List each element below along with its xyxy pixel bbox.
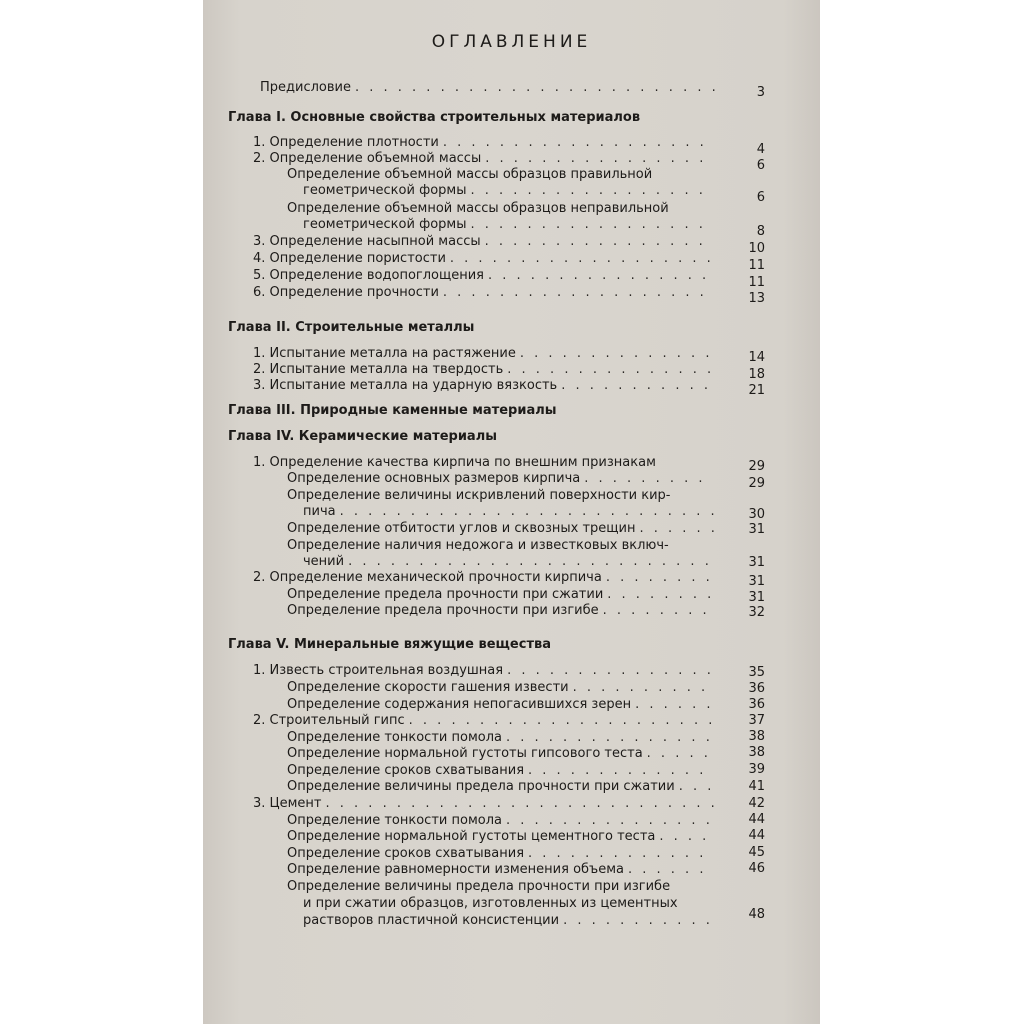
toc-page-number: 29	[748, 476, 765, 491]
toc-entry: Определение основных размеров кирпича . . .	[287, 471, 718, 487]
toc-entry: 2. Определение механической прочности кирпича . . .	[253, 570, 718, 586]
chapter-heading: Глава I. Основные свойства строительных материалов	[228, 110, 641, 125]
toc-entry: пича . . .	[303, 504, 718, 520]
toc-page-number: 46	[748, 861, 765, 876]
toc-entry-text: Предисловие	[260, 80, 351, 95]
toc-entry: 4. Определение пористости . . .	[253, 251, 718, 267]
toc-page-number: 31	[748, 574, 765, 589]
toc-entries	[203, 0, 820, 1024]
toc-entry: Определение тонкости помола . . .	[287, 813, 718, 829]
toc-entry: Определение предела прочности при сжатии . . .	[287, 587, 718, 603]
toc-entry: 1. Определение качества кирпича по внешним признакам	[253, 455, 656, 470]
toc-page-number: 42	[748, 796, 765, 811]
toc-page-number: 35	[748, 665, 765, 680]
toc-page-number: 14	[748, 350, 765, 365]
toc-entry: Определение наличия недожога и известковых включ-	[287, 538, 669, 553]
toc-page-number: 45	[748, 845, 765, 860]
toc-entry: Определение сроков схватывания . . .	[287, 763, 718, 779]
toc-entry: 3. Цемент . . .	[253, 796, 718, 812]
toc-entry: Определение величины предела прочности при изгибе	[287, 879, 671, 894]
toc-page-number: 21	[748, 383, 765, 398]
toc-entry: 1. Определение плотности . . .	[253, 135, 718, 151]
toc-page-number: 11	[748, 258, 765, 273]
toc-page-number: 29	[748, 459, 765, 474]
toc-entry: 1. Испытание металла на растяжение . . .	[253, 346, 718, 362]
toc-page-number: 6	[756, 190, 765, 205]
toc-entry: Определение отбитости углов и сквозных трещин . . .	[287, 521, 718, 537]
toc-page-number: 31	[748, 555, 765, 570]
toc-entry: 2. Строительный гипс . . .	[253, 713, 718, 729]
toc-entry: Определение тонкости помола . . .	[287, 730, 718, 746]
toc-entry: геометрической формы . . .	[303, 217, 718, 233]
toc-entry: чений . . .	[303, 554, 718, 570]
toc-page-number: 36	[748, 681, 765, 696]
toc-page-number: 3	[756, 85, 765, 100]
toc-entry: Определение сроков схватывания . . .	[287, 846, 718, 862]
chapter-heading: Глава III. Природные каменные материалы	[228, 403, 557, 418]
toc-entry: 2. Определение объемной массы . . .	[253, 151, 718, 167]
scan-background-left	[0, 0, 203, 1024]
book-page	[203, 0, 820, 1024]
toc-entry: 6. Определение прочности . . .	[253, 285, 718, 301]
toc-entry: Определение предела прочности при изгибе . . .	[287, 603, 718, 619]
toc-page-number: 38	[748, 729, 765, 744]
toc-entry: Определение объемной массы образцов неправильной	[287, 201, 669, 216]
toc-page-number: 38	[748, 745, 765, 760]
toc-entry: 5. Определение водопоглощения . . .	[253, 268, 718, 284]
toc-page-number: 48	[748, 907, 765, 922]
toc-page-number: 13	[748, 291, 765, 306]
toc-entry-preface	[260, 80, 720, 96]
toc-page-number: 31	[748, 522, 765, 537]
scan-background-right	[820, 0, 1024, 1024]
toc-page-number: 11	[748, 275, 765, 290]
chapter-heading: Глава II. Строительные металлы	[228, 320, 475, 335]
toc-entry: Определение величины искривлений поверхности кир-	[287, 488, 671, 503]
toc-entry: Определение содержания непогасившихся зерен . . .	[287, 697, 718, 713]
leader-dots	[355, 80, 716, 96]
toc-entry: растворов пластичной консистенции . . .	[303, 913, 718, 929]
toc-page-number: 30	[748, 507, 765, 522]
page-title: ОГЛАВЛЕНИЕ	[431, 32, 592, 52]
toc-entry: Определение величины предела прочности при сжатии . . .	[287, 779, 718, 795]
toc-entry: Определение объемной массы образцов правильной	[287, 167, 653, 182]
toc-page-number: 36	[748, 697, 765, 712]
toc-page-number: 18	[748, 367, 765, 382]
toc-page-number: 31	[748, 590, 765, 605]
toc-entry: Определение равномерности изменения объема . . .	[287, 862, 718, 878]
toc-page-number: 4	[756, 142, 765, 157]
toc-page-number: 39	[748, 762, 765, 777]
toc-page-number: 6	[756, 158, 765, 173]
toc-entry: геометрической формы . . .	[303, 183, 718, 199]
toc-entry: и при сжатии образцов, изготовленных из цементных	[303, 896, 678, 911]
toc-page-number: 37	[748, 713, 765, 728]
toc-entry: 3. Определение насыпной массы . . .	[253, 234, 718, 250]
toc-entry: Определение нормальной густоты цементного теста . . .	[287, 829, 718, 845]
toc-entry: Определение скорости гашения извести . . .	[287, 680, 718, 696]
toc-page-number: 44	[748, 812, 765, 827]
toc-page-number: 44	[748, 828, 765, 843]
toc-entry: 3. Испытание металла на ударную вязкость . . .	[253, 378, 718, 394]
toc-page-number: 8	[756, 224, 765, 239]
toc-entry: 1. Известь строительная воздушная . . .	[253, 663, 718, 679]
toc-page-number: 10	[748, 241, 765, 256]
toc-page-number: 41	[748, 779, 765, 794]
chapter-heading: Глава V. Минеральные вяжущие вещества	[228, 637, 551, 652]
chapter-heading: Глава IV. Керамические материалы	[228, 429, 497, 444]
toc-page-number: 32	[748, 605, 765, 620]
toc-entry: 2. Испытание металла на твердость . . .	[253, 362, 718, 378]
toc-entry: Определение нормальной густоты гипсового теста . . .	[287, 746, 718, 762]
